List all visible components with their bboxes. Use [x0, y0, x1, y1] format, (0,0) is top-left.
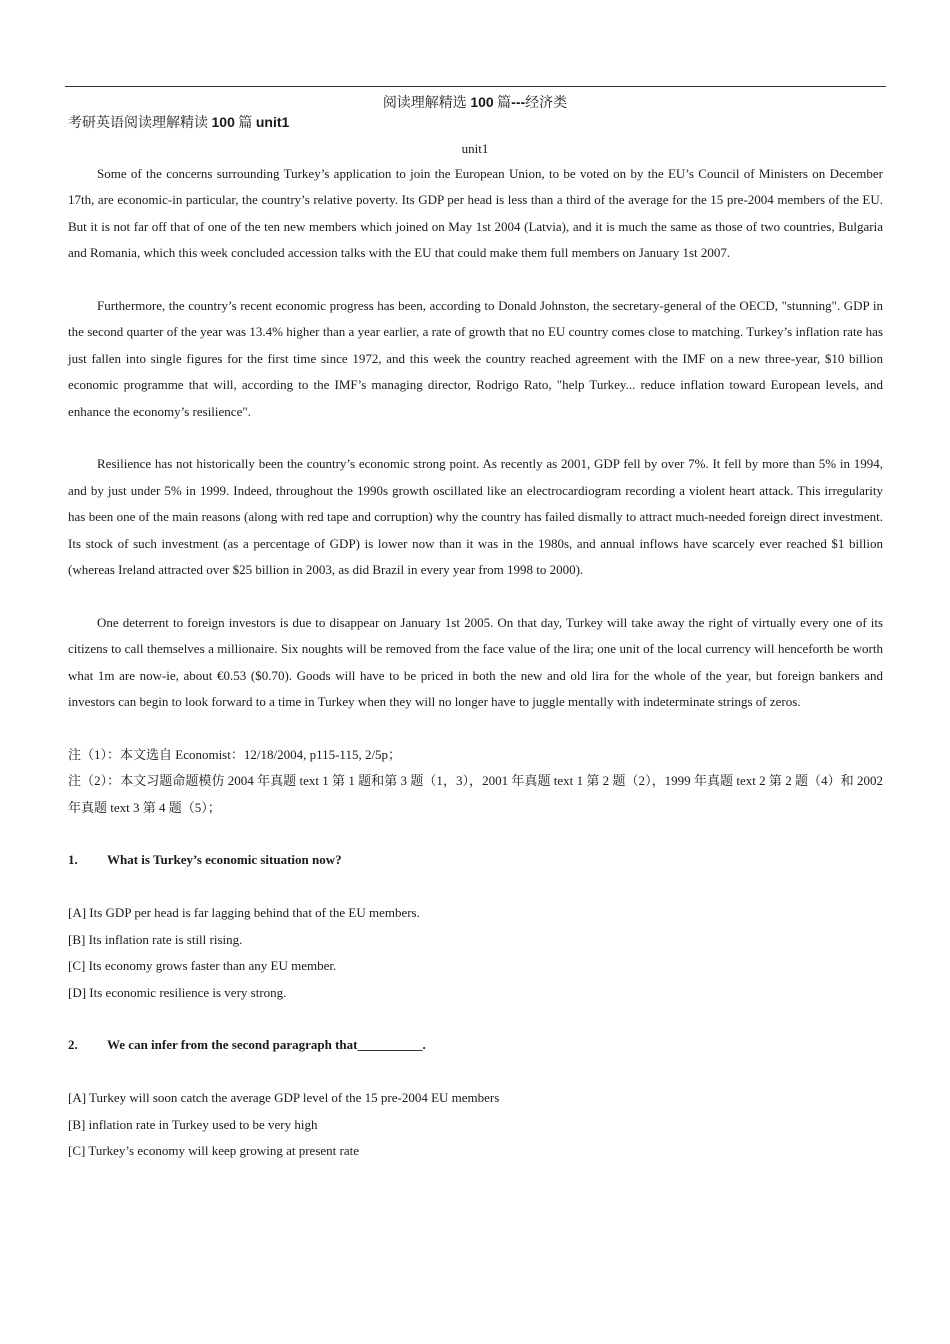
paragraph-4: One deterrent to foreign investors is due to disappear on January 1st 2005. On that day, Turkey will take away the right of virtually every one of its citizens to call themselves a millionaire. Six noughts will be removed from the face value of the lira; one unit of the local currency will henceforth be worth what 1m are now-ie, about €0.53 ($0.70). Goods will have to be priced in both the new and old lira for the whole of the year, but foreign bankers and investors can begin to look forward to a time in Turkey when they will no longer have to juggle mentally with indeterminate strings of zeros.	[68, 614, 883, 710]
paragraph-3: Resilience has not historically been the country’s economic strong point. As recently as 2001, GDP fell by over 7%. It fell by more than 5% in 1994, and by just under 5% in 1999. Indeed, throughout the 1990s growth oscillated like an electrocardiogram recording a violent heart attack. This irregularity has been one of the main reasons (along with red tape and corruption) why the country has failed dismally to attract much-needed foreign direct investment. Its stock of such investment (as a percentage of GDP) is lower now than it was in the 1980s, and annual inflows have scarcely ever reached $1 billion (whereas Ireland attracted over $25 billion in 2003, as did Brazil in every year from 1998 to 2000).	[68, 456, 883, 578]
header-title-num: 100	[470, 94, 494, 110]
subtitle-mid: 篇	[234, 116, 256, 131]
question-1-number: 1.	[68, 852, 78, 868]
question-2-option-a: [A] Turkey will soon catch the average GDP level of the 15 pre-2004 EU members	[68, 1090, 500, 1106]
article-body	[68, 161, 883, 1191]
question-1-options	[68, 900, 883, 1006]
header-title-dashes: ---	[511, 94, 526, 110]
subtitle-prefix: 考研英语阅读理解精读	[68, 116, 212, 131]
notes	[68, 742, 883, 821]
paragraph-2: Furthermore, the country’s recent economic progress has been, according to Donald Johnston, the secretary-general of the OECD, "stunning". GDP in the second quarter of the year was 13.4% higher than a year earlier, a rate of growth that no EU country comes close to matching. Turkey’s inflation rate has just fallen into single figures for the first time since 1972, and this week the country reached agreement with the IMF on a new three-year, $10 billion economic programme that will, according to the IMF’s managing director, Rodrigo Rato, "help Turkey... reduce inflation toward European levels, and enhance the economy’s resilience".	[68, 298, 883, 419]
header-rule	[65, 86, 886, 87]
note-1: 注（1）：本文选自 Economist：12/18/2004, p115-115, 2/5p；	[68, 746, 402, 762]
header-title-suffix: 经济类	[525, 96, 568, 111]
note-2: 注（2）：本文习题命题模仿 2004 年真题 text 1 第 1 题和第 3 题（1，3），2001 年真题 text 1 第 2 题（2），1999 年真题 text 2 第 2 题（4）和 2002 年真题 text 3 第 4 题（5）；	[68, 773, 883, 815]
unit-label: unit1	[461, 141, 489, 156]
question-1-option-c: [C] Its economy grows faster than any EU member.	[68, 958, 337, 974]
question-1-text: What is Turkey’s economic situation now?	[107, 852, 342, 868]
question-2-number: 2.	[68, 1037, 78, 1053]
question-2-options	[68, 1085, 883, 1164]
question-1-option-b: [B] Its inflation rate is still rising.	[68, 931, 243, 947]
document-subtitle	[68, 112, 289, 132]
question-1-option-a: [A] Its GDP per head is far lagging behind that of the EU members.	[68, 905, 420, 921]
subtitle-num: 100	[211, 114, 235, 130]
page-header	[0, 92, 950, 112]
paragraph-1: Some of the concerns surrounding Turkey’s application to join the European Union, to be voted on by the EU’s Council of Ministers on December 17th, are economic-in particular, the country’s relative poverty. Its GDP per head is less than a third of the average for the 15 pre-2004 members of the EU. But it is not far off that of one of the ten new members which joined on May 1st 2004 (Latvia), and it is much the same as those of two countries, Bulgaria and Romania, which this week concluded accession talks with the EU that could make them full members on January 1st 2007.	[68, 166, 883, 261]
header-title-prefix: 阅读理解精选	[382, 96, 471, 111]
question-1	[68, 847, 883, 873]
question-2-option-c: [C] Turkey’s economy will keep growing at present rate	[68, 1142, 359, 1158]
question-2-option-b: [B] inflation rate in Turkey used to be very high	[68, 1116, 318, 1132]
header-title-mid: 篇	[493, 96, 512, 111]
question-2-text: We can infer from the second paragraph that__________.	[107, 1037, 426, 1053]
subtitle-unit: unit1	[255, 114, 290, 130]
question-1-option-d: [D] Its economic resilience is very strong.	[68, 984, 287, 1000]
question-2	[68, 1032, 883, 1058]
